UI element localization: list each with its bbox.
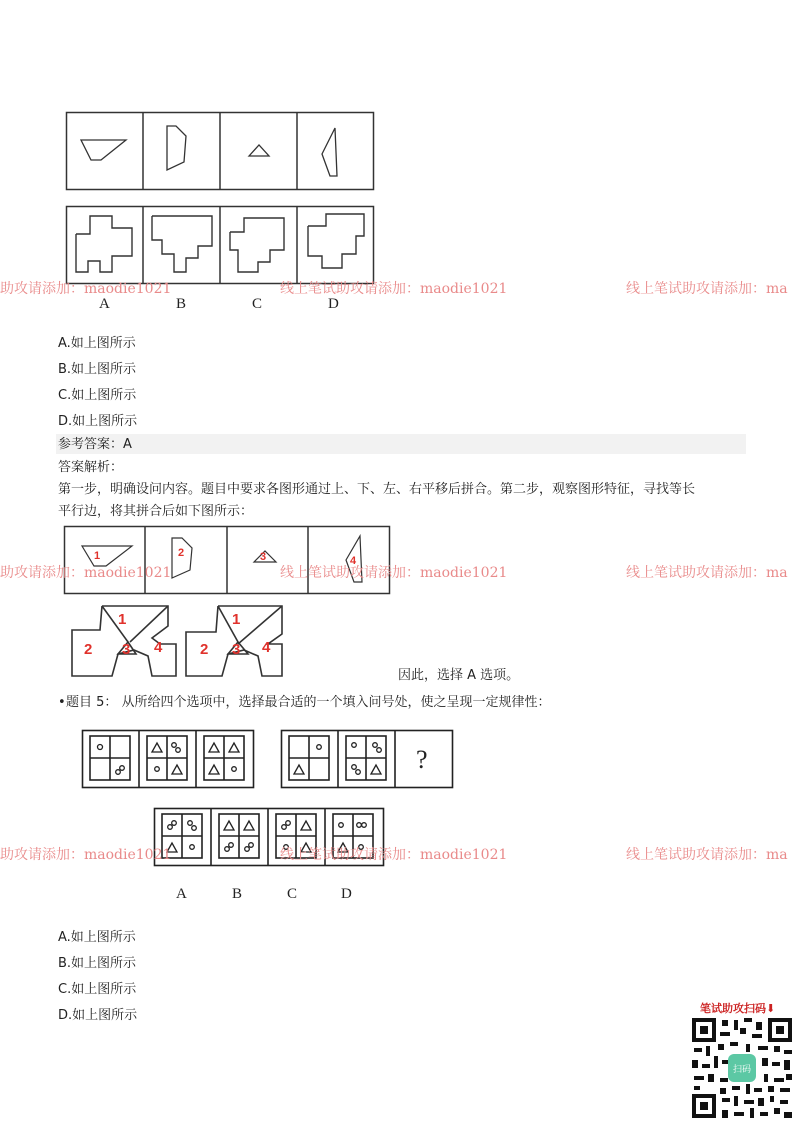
assembled-left-4: 4 <box>154 639 163 656</box>
assembled-right-1: 1 <box>232 611 241 628</box>
assembled-left-3: 3 <box>122 641 131 658</box>
q4-option-a[interactable]: A.如上图所示 <box>58 336 136 351</box>
q4-option-b-shape <box>152 216 212 272</box>
watermark-right-3: 线上笔试助攻请添加：ma <box>626 847 788 863</box>
analysis-assembled <box>68 604 288 680</box>
q4-shape-3 <box>249 145 269 156</box>
q4-letter-b: B <box>176 296 187 312</box>
q4-shape-1 <box>81 140 126 160</box>
q5-stem-row <box>82 730 454 788</box>
q5-letter-a: A <box>176 886 187 902</box>
q4-option-d-shape <box>308 214 364 268</box>
piece-number-1: 1 <box>94 550 101 562</box>
q5-option-b[interactable]: B.如上图所示 <box>58 956 137 971</box>
watermark-center-2: 线上笔试助攻请添加：maodie1021 <box>280 565 508 581</box>
q5-letter-d: D <box>341 886 352 902</box>
qr-code-icon[interactable] <box>690 1016 794 1120</box>
q5-option-d[interactable]: D.如上图所示 <box>58 1008 138 1023</box>
q4-shape-4 <box>322 128 337 176</box>
q4-option-c-shape <box>230 218 284 272</box>
analysis-conclusion: 因此，选择 A 选项。 <box>398 668 520 683</box>
assembled-right-4: 4 <box>262 639 271 656</box>
qr-center-label: 扫码 <box>732 1065 752 1075</box>
analysis-line-2: 平行边，将其拼合后如下图所示： <box>58 504 254 519</box>
q5-letter-c: C <box>287 886 298 902</box>
q5-prompt: 题目 5： 从所给四个选项中，选择最合适的一个填入问号处，使之呈现一定规律性： <box>66 695 551 710</box>
qr-caption: 笔试助攻扫码⬇ <box>700 1002 776 1015</box>
analysis-title: 答案解析： <box>58 460 124 475</box>
q5-letter-b: B <box>232 886 243 902</box>
q4-letter-d: D <box>328 296 339 312</box>
q4-letter-c: C <box>252 296 263 312</box>
analysis-numbered-row <box>64 526 390 594</box>
watermark-right: 线上笔试助攻请添加：ma <box>626 281 788 297</box>
watermark-center: 线上笔试助攻请添加：maodie1021 <box>280 281 508 297</box>
piece-number-4: 4 <box>350 555 357 567</box>
q4-option-b[interactable]: B.如上图所示 <box>58 362 137 377</box>
analysis-line-1: 第一步，明确设问内容。题目中要求各图形通过上、下、左、右平移后拼合。第二步，观察图形特征，寻找等长 <box>58 482 696 497</box>
watermark-left-3: 助攻请添加：maodie1021 <box>0 847 172 863</box>
q4-option-c[interactable]: C.如上图所示 <box>58 388 137 403</box>
watermark-right-2: 线上笔试助攻请添加：ma <box>626 565 788 581</box>
q4-letter-a: A <box>99 296 110 312</box>
q4-option-d[interactable]: D.如上图所示 <box>58 414 138 429</box>
q5-question-mark: ? <box>416 745 428 774</box>
watermark-center-3: 线上笔试助攻请添加：maodie1021 <box>280 847 508 863</box>
piece-number-3: 3 <box>260 551 267 563</box>
q5-bullet: • <box>58 695 66 710</box>
q4-options-row <box>66 206 374 284</box>
assembled-left-1: 1 <box>118 611 127 628</box>
q5-option-c[interactable]: C.如上图所示 <box>58 982 137 997</box>
reference-answer: 参考答案：A <box>58 437 132 452</box>
assembled-right-3: 3 <box>232 641 241 658</box>
q4-option-a-shape <box>76 216 132 272</box>
q5-option-a[interactable]: A.如上图所示 <box>58 930 136 945</box>
watermark-left-2: 助攻请添加：maodie1021 <box>0 565 172 581</box>
piece-number-2: 2 <box>178 547 185 559</box>
assembled-left-2: 2 <box>84 641 93 658</box>
watermark-left: 助攻请添加：maodie1021 <box>0 281 172 297</box>
assembled-right-2: 2 <box>200 641 209 658</box>
q4-shape-2 <box>167 126 186 170</box>
answer-bar <box>56 434 746 454</box>
q4-shape-row <box>66 112 374 190</box>
